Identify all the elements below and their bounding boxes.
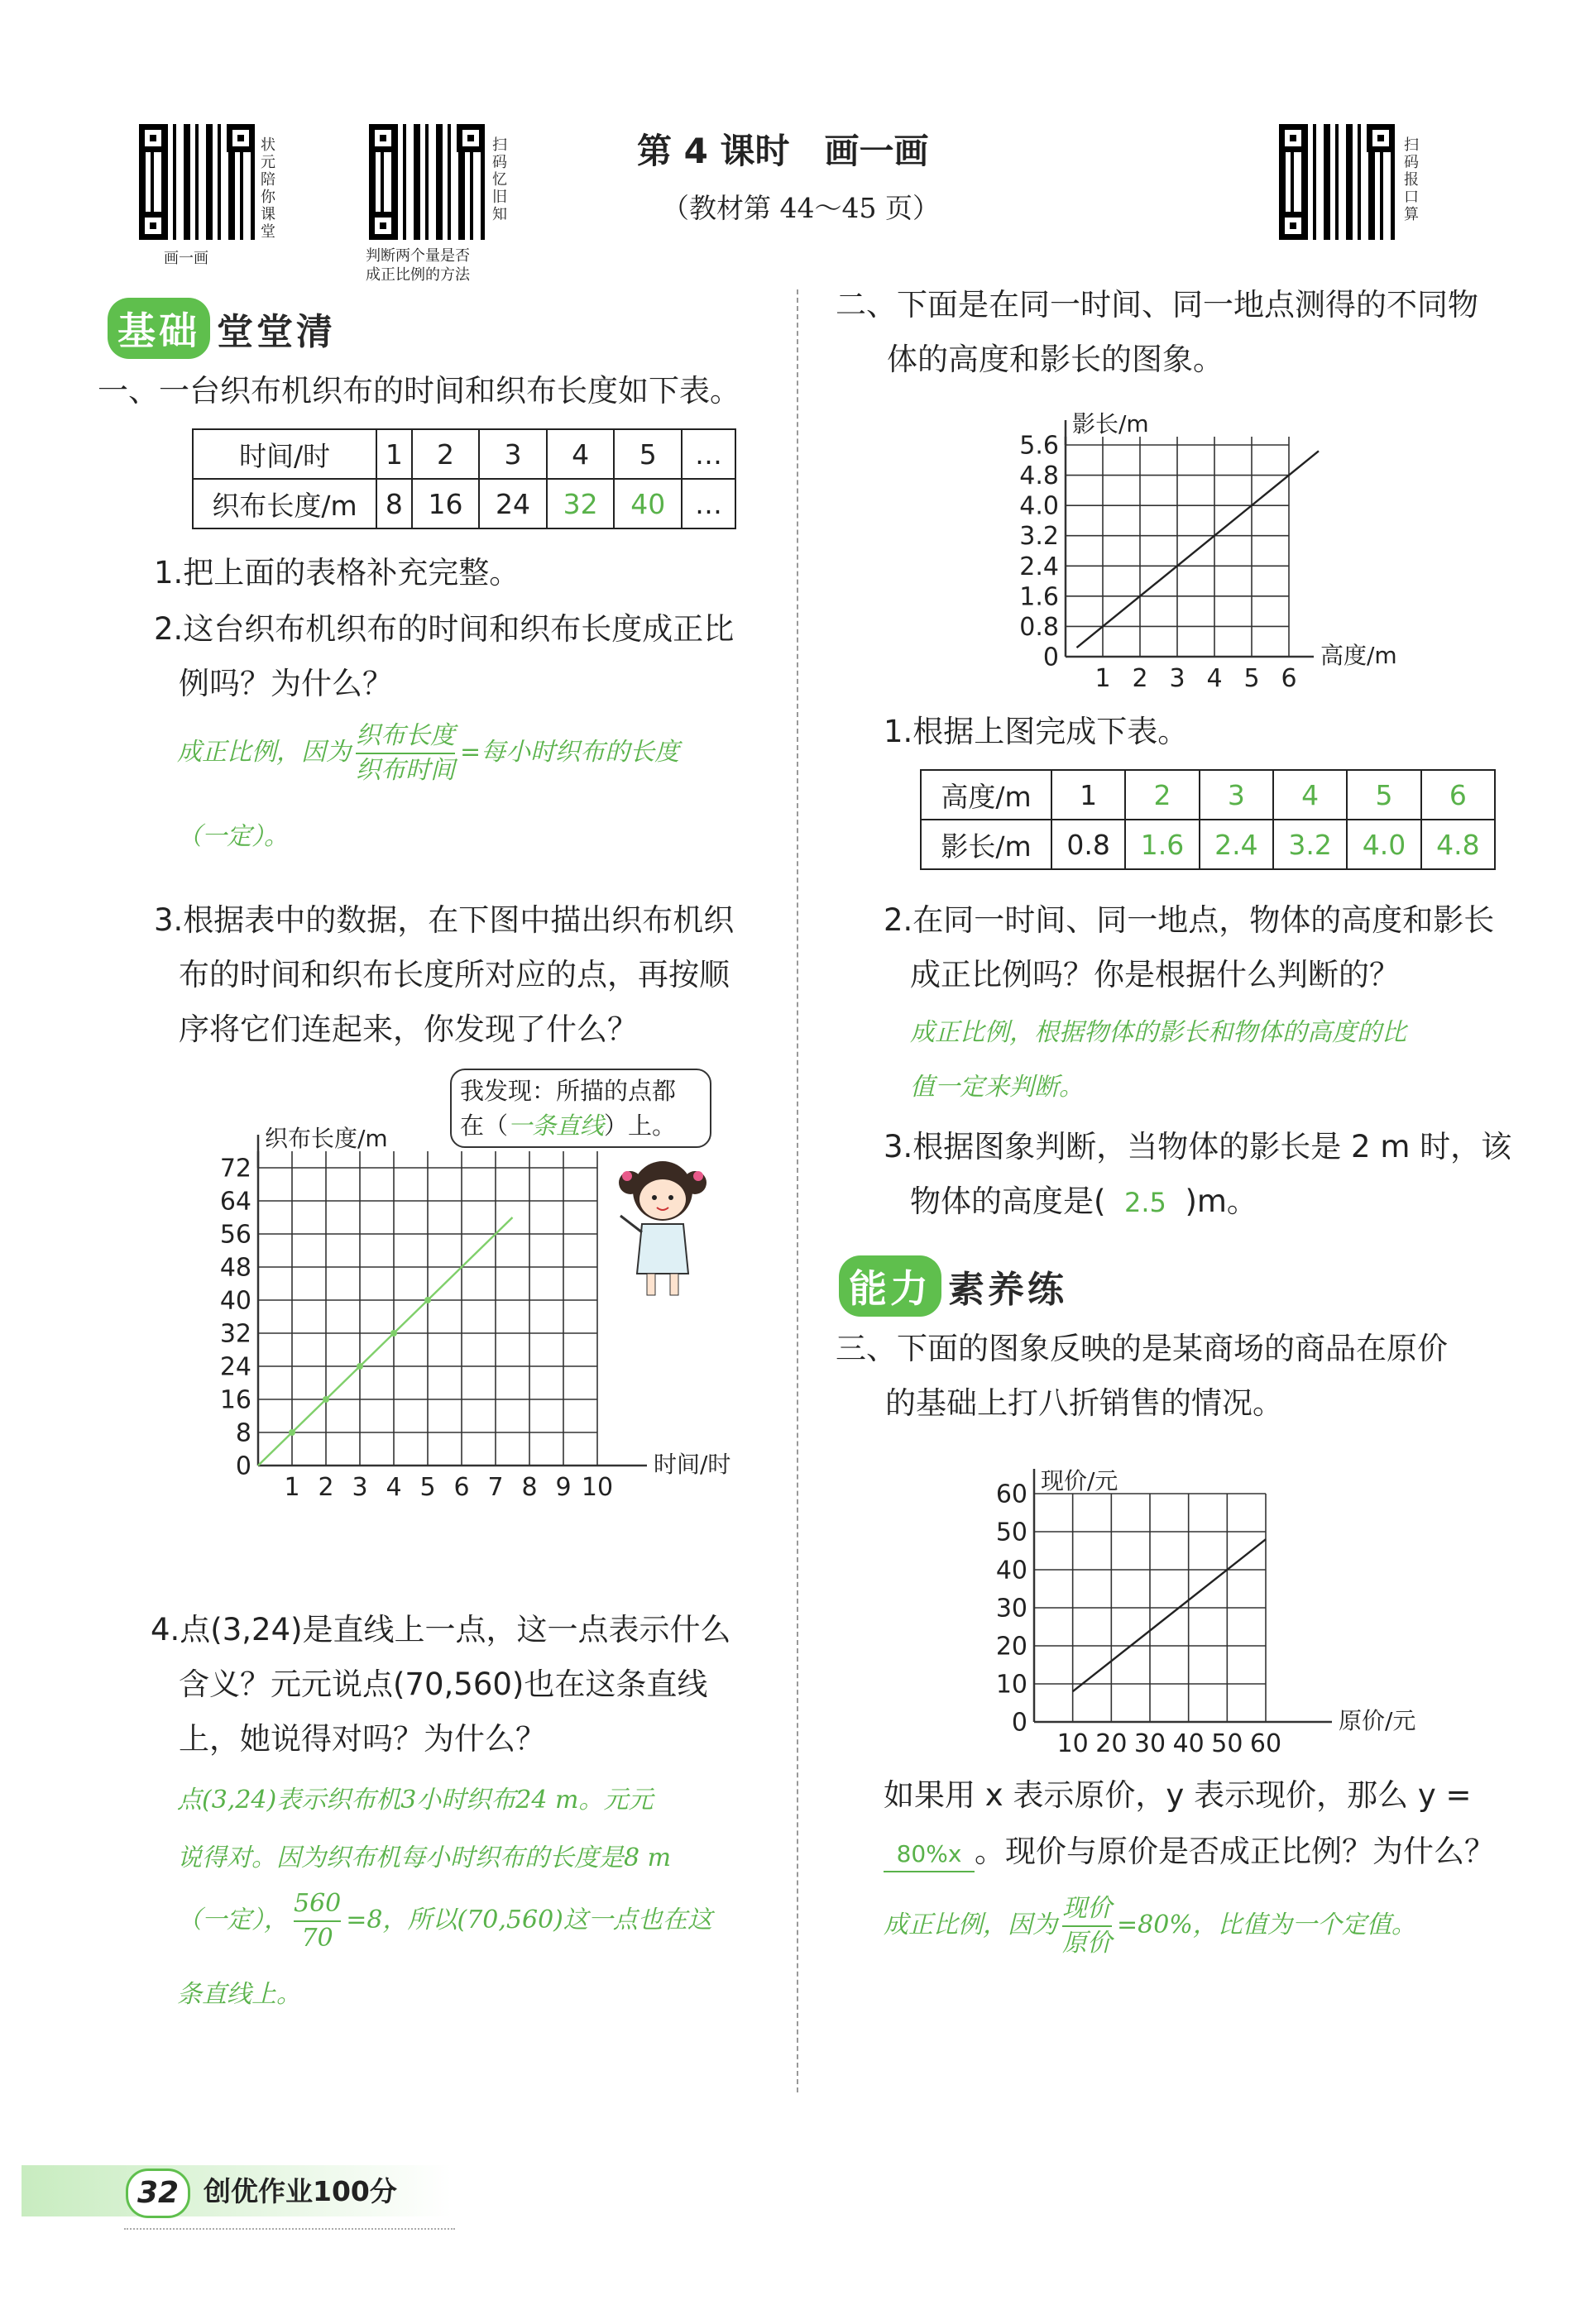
text-line: 上，她说得对吗？为什么？ — [179, 1721, 546, 1757]
table-header: 时间/时 — [193, 429, 376, 479]
table-cell-answer: 6 — [1421, 770, 1495, 820]
page-subtitle: （教材第 44～45 页） — [662, 192, 940, 224]
chart-cloth-length — [199, 1118, 761, 1507]
section-header-basic — [108, 298, 336, 359]
x-tick-label: 3 — [1169, 664, 1185, 693]
chart-price — [976, 1441, 1439, 1763]
text-line: 2.在同一时间、同一地点，物体的高度和影长 — [884, 902, 1495, 938]
bubble-text: ）上。 — [604, 1112, 677, 1140]
text: 物体的高度是( — [910, 1184, 1106, 1219]
q1-stem: 一、一台织布机织布的时间和织布长度如下表。 — [98, 373, 740, 409]
text-line: 2.这台织布机织布的时间和织布长度成正比 — [154, 611, 735, 647]
table-cell: 16 — [412, 479, 480, 528]
x-axis-label: 高度/m — [1320, 642, 1397, 669]
x-tick-label: 30 — [1133, 1729, 1166, 1758]
y-axis-label: 织布长度/m — [265, 1125, 388, 1152]
table-cell-answer: 40 — [614, 479, 682, 528]
table-cell: 4 — [547, 429, 615, 479]
q1-answer4-last: 条直线上。 — [177, 1980, 301, 2009]
y-tick-label: 0 — [235, 1451, 251, 1481]
section-header-ability — [839, 1255, 1067, 1317]
q1-sub3 — [154, 893, 734, 1057]
x-tick-label: 8 — [521, 1473, 538, 1502]
text-line: 4.点(3,24)是直线上一点，这一点表示什么 — [151, 1612, 731, 1647]
table-cell-answer: 1.6 — [1125, 820, 1199, 869]
table-header: 高度/m — [921, 770, 1051, 820]
q2-answer2 — [910, 1006, 1406, 1115]
data-point — [323, 1396, 329, 1403]
book-title: 创优作业100分 — [204, 2175, 397, 2207]
q2-stem — [836, 278, 1478, 387]
x-tick-label: 6 — [453, 1473, 470, 1502]
text-line: 体的高度和影长的图象。 — [887, 342, 1224, 377]
table-cell-answer: 2.4 — [1200, 820, 1273, 869]
blank-answer: 80%x — [884, 1838, 975, 1872]
denominator: 原价 — [1062, 1929, 1112, 1958]
text-line: 布的时间和织布长度所对应的点，再按顺 — [179, 957, 730, 992]
y-tick-label: 3.2 — [1019, 522, 1059, 552]
table-cell-answer: 32 — [547, 479, 615, 528]
bubble-line: 我发现：所描的点都 — [460, 1077, 677, 1105]
table-cell-answer: 4 — [1273, 770, 1347, 820]
y-tick-label: 5.6 — [1019, 431, 1059, 461]
y-tick-label: 0 — [1042, 643, 1059, 672]
column-divider — [797, 289, 798, 2092]
text-line: 含义？元元说点(70,560)也在这条直线 — [179, 1666, 708, 1702]
y-tick-label: 48 — [219, 1253, 251, 1283]
page-title: 第 4 课时 画一画 — [637, 131, 929, 171]
table-cell-answer: 4.8 — [1421, 820, 1495, 869]
table-cell: 3 — [479, 429, 547, 479]
bubble-text: 在（ — [460, 1112, 509, 1140]
numerator: 现价 — [1062, 1892, 1112, 1927]
y-tick-label: 8 — [235, 1418, 251, 1448]
section-title: 堂堂清 — [217, 311, 336, 353]
q1-table — [192, 428, 736, 529]
y-axis-label: 现价/元 — [1041, 1467, 1118, 1494]
x-tick-label: 4 — [386, 1473, 402, 1502]
chart-shadow-length — [1001, 402, 1464, 700]
data-point — [390, 1330, 397, 1337]
data-line — [1077, 451, 1320, 648]
y-tick-label: 72 — [219, 1154, 251, 1184]
table-cell: 1 — [1051, 770, 1125, 820]
text-line: 二、下面是在同一时间、同一地点测得的不同物 — [836, 287, 1478, 323]
text-line: 例吗？为什么？ — [179, 666, 393, 701]
text-line: 成正比例吗？你是根据什么判断的？ — [910, 957, 1400, 992]
x-tick-label: 1 — [1094, 664, 1111, 693]
text-line: 序将它们连起来，你发现了什么？ — [179, 1011, 638, 1047]
denominator: 织布时间 — [356, 756, 455, 785]
y-tick-label: 50 — [995, 1518, 1027, 1547]
qr-code[interactable] — [139, 124, 255, 240]
table-row — [921, 820, 1495, 869]
answer-text: =80%，比值为一个定值。 — [1117, 1910, 1416, 1939]
table-cell: 5 — [614, 429, 682, 479]
blank-answer: 2.5 — [1123, 1187, 1166, 1218]
fraction — [356, 720, 455, 787]
table-cell-answer: 3.2 — [1273, 820, 1347, 869]
x-tick-label: 5 — [1243, 664, 1260, 693]
table-cell-answer: 5 — [1347, 770, 1420, 820]
text: )m。 — [1185, 1184, 1257, 1219]
table-cell: 1 — [376, 429, 412, 479]
denominator: 70 — [301, 1924, 333, 1953]
qr-caption — [366, 246, 470, 285]
q1-answer4-frac-line — [177, 1887, 712, 1955]
y-tick-label: 24 — [219, 1352, 251, 1382]
qr-caption-line: 成正比例的方法 — [366, 266, 470, 284]
table-cell-answer: 2 — [1125, 770, 1199, 820]
data-point — [424, 1297, 431, 1303]
answer-text: =每小时织布的长度 — [460, 738, 680, 767]
answer-text: =8，所以(70,560)这一点也在这 — [346, 1906, 712, 1934]
x-tick-label: 60 — [1249, 1729, 1282, 1758]
table-cell: 0.8 — [1051, 820, 1125, 869]
table-row — [921, 770, 1495, 820]
qr-side-label: 扫码忆旧知 — [492, 136, 507, 223]
text-line: 的基础上打八折销售的情况。 — [885, 1385, 1283, 1421]
x-tick-label: 2 — [1132, 664, 1148, 693]
qr-code[interactable] — [1279, 124, 1395, 240]
answer-text: 成正比例，因为 — [177, 738, 351, 767]
x-axis-label: 原价/元 — [1339, 1707, 1416, 1734]
text-line: 三、下面的图象反映的是某商场的商品在原价 — [836, 1331, 1448, 1366]
table-cell: … — [682, 429, 735, 479]
q1-answer4 — [177, 1772, 671, 1887]
table-cell-answer: 4.0 — [1347, 820, 1420, 869]
answer-line: 点(3,24)表示织布机3小时织布24 m。元元 — [177, 1786, 654, 1815]
q3-text1: 如果用 x 表示原价，y 表示现价，那么 y = — [884, 1777, 1472, 1813]
table-cell: 2 — [412, 429, 480, 479]
y-tick-label: 40 — [219, 1286, 251, 1316]
answer-line: 成正比例，根据物体的影长和物体的高度的比 — [910, 1018, 1406, 1047]
q1-sub1: 1.把上面的表格补充完整。 — [154, 555, 520, 591]
qr-caption-line: 判断两个量是否 — [366, 247, 470, 265]
table-row — [193, 479, 735, 528]
y-tick-label: 4.0 — [1019, 491, 1059, 521]
x-tick-label: 40 — [1172, 1729, 1205, 1758]
y-tick-label: 1.6 — [1019, 582, 1059, 612]
q2-sub1: 1.根据上图完成下表。 — [884, 714, 1189, 749]
qr-code[interactable] — [369, 124, 485, 240]
qr-side-label: 状元陪你课堂 — [261, 136, 275, 241]
answer-text: 成正比例，因为 — [884, 1910, 1057, 1939]
q3-stem — [836, 1322, 1448, 1431]
page-number: 32 — [126, 2169, 190, 2218]
x-tick-label: 10 — [1056, 1729, 1089, 1758]
x-tick-label: 1 — [284, 1473, 300, 1502]
answer-line: 值一定来判断。 — [910, 1073, 1084, 1102]
table-cell: … — [682, 479, 735, 528]
y-tick-label: 16 — [219, 1385, 251, 1415]
qr-side-label: 扫码报口算 — [1404, 136, 1419, 223]
x-tick-label: 20 — [1095, 1729, 1128, 1758]
q2-sub3 — [884, 1120, 1511, 1230]
section-pill: 基础 — [108, 298, 210, 359]
x-tick-label: 4 — [1206, 664, 1223, 693]
x-tick-label: 2 — [318, 1473, 334, 1502]
answer-text: （一定）， — [177, 1906, 289, 1934]
qr-caption: 画一画 — [164, 250, 208, 267]
q2-table — [920, 769, 1496, 870]
table-cell: 8 — [376, 479, 412, 528]
table-cell-answer: 3 — [1200, 770, 1273, 820]
q3-text2 — [884, 1824, 1495, 1879]
x-tick-label: 3 — [352, 1473, 368, 1502]
footer-dots — [124, 2228, 455, 2230]
bubble-answer: 一条直线 — [508, 1112, 605, 1140]
table-header: 影长/m — [921, 820, 1051, 869]
q2-sub2 — [884, 893, 1494, 1002]
fraction — [294, 1887, 341, 1955]
data-point — [289, 1429, 295, 1436]
table-header: 织布长度/m — [193, 479, 376, 528]
x-tick-label: 50 — [1211, 1729, 1243, 1758]
x-tick-label: 6 — [1281, 664, 1297, 693]
y-tick-label: 10 — [995, 1670, 1027, 1700]
numerator: 织布长度 — [356, 720, 455, 754]
x-tick-label: 10 — [581, 1473, 614, 1502]
x-tick-label: 5 — [419, 1473, 436, 1502]
text-line: 3.根据表中的数据，在下图中描出织布机织 — [154, 902, 735, 938]
y-tick-label: 0 — [1011, 1708, 1027, 1738]
x-tick-label: 7 — [487, 1473, 504, 1502]
section-title: 素养练 — [948, 1269, 1067, 1311]
y-tick-label: 4.8 — [1019, 461, 1059, 491]
q1-answer2-line2: （一定）。 — [177, 822, 289, 851]
numerator: 560 — [294, 1887, 341, 1922]
q3-answer — [884, 1892, 1416, 1960]
q1-sub2 — [154, 602, 734, 711]
y-tick-label: 20 — [995, 1632, 1027, 1662]
y-tick-label: 60 — [995, 1480, 1027, 1509]
y-tick-label: 64 — [219, 1187, 251, 1217]
x-axis-label: 时间/时 — [654, 1451, 731, 1478]
table-row — [193, 429, 735, 479]
text: 。现价与原价是否成正比例？为什么？ — [975, 1834, 1495, 1869]
fraction — [1062, 1892, 1112, 1960]
data-line — [1073, 1539, 1266, 1691]
data-line — [258, 1217, 513, 1466]
q1-answer2 — [177, 720, 679, 787]
y-tick-label: 30 — [995, 1594, 1027, 1623]
answer-line: 说得对。因为织布机每小时织布的长度是8 m — [177, 1843, 672, 1872]
y-tick-label: 32 — [219, 1319, 251, 1349]
y-tick-label: 0.8 — [1019, 612, 1059, 642]
x-tick-label: 9 — [555, 1473, 572, 1502]
table-cell: 24 — [479, 479, 547, 528]
y-axis-label: 影长/m — [1072, 410, 1149, 438]
data-point — [357, 1363, 363, 1370]
y-tick-label: 40 — [995, 1556, 1027, 1585]
text-line — [884, 1174, 1511, 1230]
q1-sub4 — [151, 1603, 731, 1767]
section-pill: 能力 — [839, 1255, 941, 1317]
text-line: 3.根据图象判断，当物体的影长是 2 m 时，该 — [884, 1129, 1512, 1164]
y-tick-label: 56 — [219, 1220, 251, 1250]
y-tick-label: 2.4 — [1019, 552, 1059, 581]
